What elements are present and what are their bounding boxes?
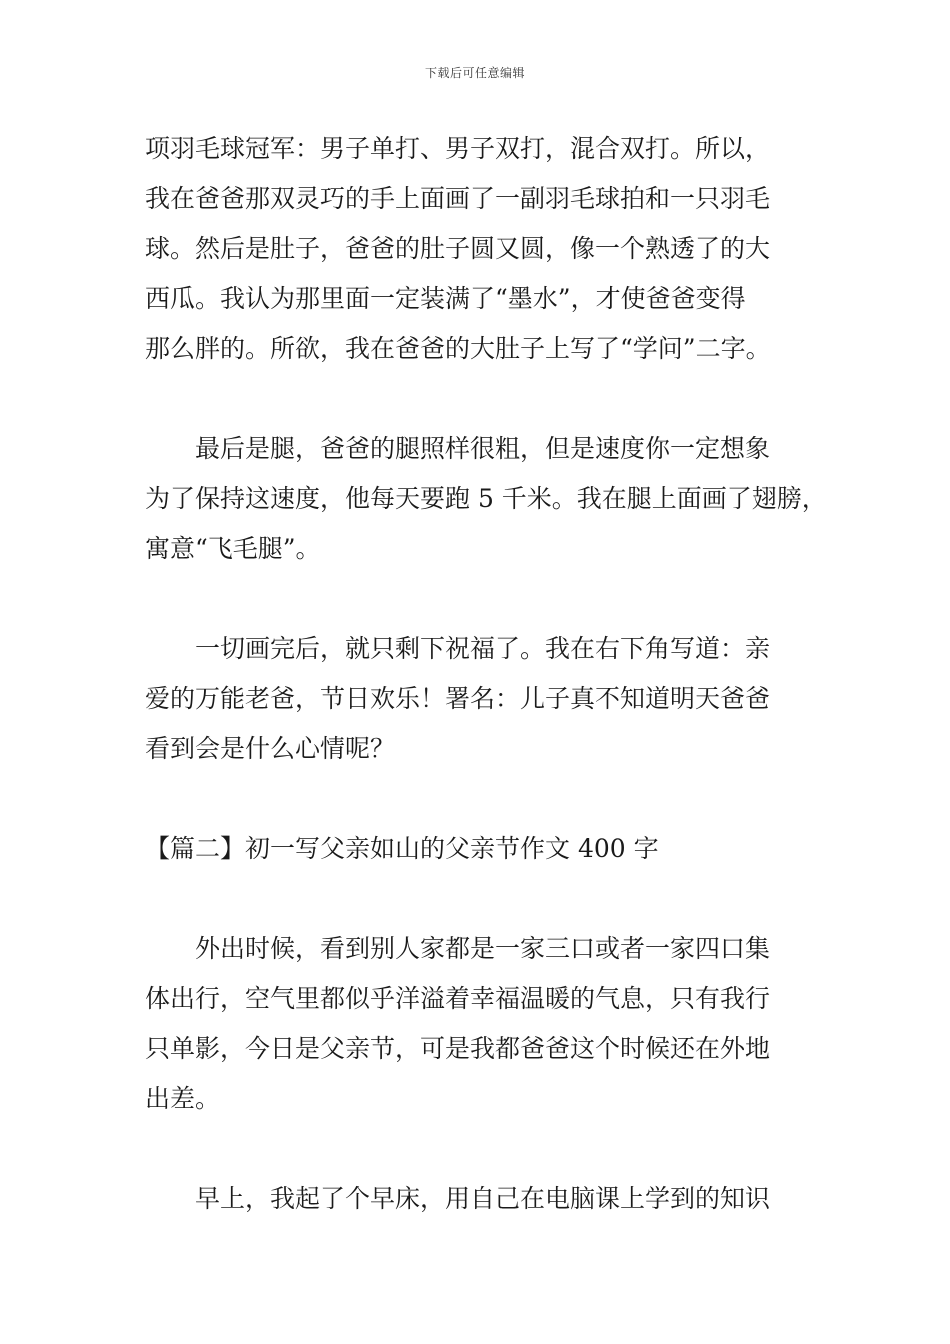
- text-line: 寓意“飞毛腿”。: [145, 534, 321, 563]
- text-line: 我在爸爸那双灵巧的手上面画了一副羽毛球拍和一只羽毛: [145, 184, 771, 213]
- text-line: 最后是腿，爸爸的腿照样很粗，但是速度你一定想象: [145, 434, 771, 463]
- paragraph-5: [145, 1174, 815, 1224]
- text-line: 体出行，空气里都似乎洋溢着幸福温暖的气息，只有我行: [145, 984, 771, 1013]
- text-line: 出差。: [145, 1084, 221, 1113]
- text-line: 那么胖的。所欲，我在爸爸的大肚子上写了“学问”二字。: [145, 334, 771, 363]
- text-line: 为了保持这速度，他每天要跑 5 千米。我在腿上面画了翅膀，: [145, 484, 827, 513]
- text-line: 爱的万能老爸，节日欢乐！署名：儿子真不知道明天爸爸: [145, 684, 771, 713]
- text-line: 早上，我起了个早床，用自己在电脑课上学到的知识: [145, 1184, 771, 1213]
- text-line: 球。然后是肚子，爸爸的肚子圆又圆，像一个熟透了的大: [145, 234, 771, 263]
- section-title: 【篇二】初一写父亲如山的父亲节作文 400 字: [145, 834, 659, 863]
- text-line: 看到会是什么心情呢？: [145, 734, 396, 763]
- paragraph-4: [145, 924, 815, 1124]
- text-line: 一切画完后，就只剩下祝福了。我在右下角写道：亲: [145, 634, 771, 663]
- text-line: 项羽毛球冠军：男子单打、男子双打，混合双打。所以，: [145, 134, 771, 163]
- paragraph-gap: [145, 574, 815, 624]
- text-line: 外出时候，看到别人家都是一家三口或者一家四口集: [145, 934, 771, 963]
- text-line: 西瓜。我认为那里面一定装满了“墨水”，才使爸爸变得: [145, 284, 746, 313]
- paragraph-3: [145, 624, 815, 774]
- document-body: [145, 124, 827, 1224]
- paragraph-gap: [145, 874, 815, 924]
- paragraph-1: [145, 124, 815, 374]
- paragraph-gap: [145, 1124, 815, 1174]
- paragraph-gap: [145, 774, 815, 824]
- page-header: 下载后可任意编辑: [424, 66, 525, 80]
- paragraph-gap: [145, 374, 815, 424]
- paragraph-2: [145, 424, 827, 574]
- section-heading: [145, 824, 815, 874]
- text-line: 只单影，今日是父亲节，可是我都爸爸这个时候还在外地: [145, 1034, 771, 1063]
